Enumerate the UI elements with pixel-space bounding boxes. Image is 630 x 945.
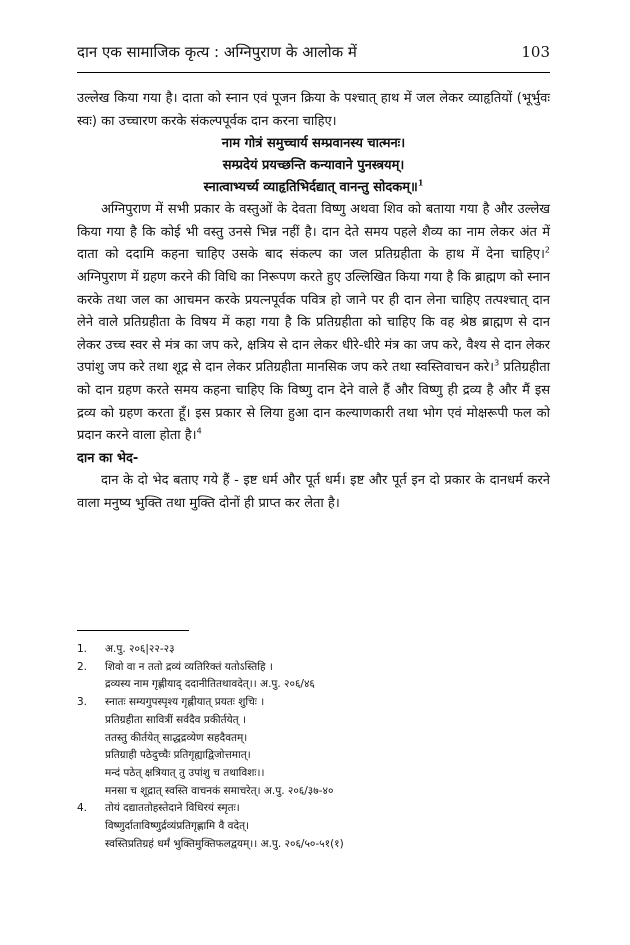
paragraph-1: उल्लेख किया गया है। दाता को स्नान एवं पूजन क्रिया के पश्चात् हाथ में जल लेकर व्याहृतियों (भूर्भुवः स्वः) का उच्चारण करके संकल्पपूर्वक दान करना चाहिए।: [77, 91, 550, 129]
paragraph-2-part-a: अग्निपुराण में सभी प्रकार के वस्तुओं के देवता विष्णु अथवा शिव को बताया गया है और उल्लेख किया गया है कि कोई भी वस्तु उनसे भिन्न नहीं है। दान देते समय पहले शैव्य का नाम लेकर अंत में दाता को ददामि कहना चाहिए उसके बाद संकल्प का जल प्रतिग्रहीता के हाथ में देना चाहिए।: [77, 202, 550, 263]
page-number: 103: [521, 43, 550, 61]
footnote-text: [105, 800, 550, 853]
footnote-text: [105, 641, 550, 659]
footnote-text: [105, 694, 550, 800]
footnote-4: [77, 800, 550, 853]
footnote-3: [77, 694, 550, 800]
verse-line-3-text: स्नात्वाभ्यर्च्य व्याहृतिभिर्दद्यात् वानन्तु सोदकम्॥: [203, 180, 418, 196]
footnote-text: [105, 659, 550, 694]
verse-line-2: सम्प्रदेयं प्रयच्छन्ति कन्यावाने पुनस्त्रयम्।: [222, 158, 405, 174]
footnotes: [77, 641, 550, 853]
main-text: [77, 88, 550, 516]
sanskrit-verse: [77, 133, 550, 199]
footnote-ref-3: 3: [494, 359, 500, 369]
footnote-line: द्रव्यस्य नाम गृह्णीयाद् ददानीतितथावदेत्।। अ.पु. २०६/४६: [105, 678, 315, 691]
footnote-number: 1.: [77, 643, 88, 655]
header-divider: [77, 72, 550, 73]
footnote-number: 3.: [77, 696, 88, 709]
footnote-number: 2.: [77, 660, 88, 673]
footnote-1: [77, 641, 550, 659]
paragraph-2: [77, 199, 550, 448]
footnote-line: मन्दं पठेत् क्षत्रियात् तु उपांशु च तथाविशः।।: [105, 766, 265, 779]
verse-line-3: [77, 177, 550, 199]
footnote-line: ततस्तु कीर्तयेत् साद्धद्रव्येण सहदैवतम्।: [105, 731, 248, 744]
footnote-ref-2: 2: [544, 246, 550, 256]
footnote-line: शिवो वा न ततो द्रव्यं व्यतिरिक्तं यतोऽस्तिहि ।: [105, 660, 273, 673]
footnote-ref-1: 1: [417, 177, 424, 188]
footnote-line: स्वस्तिप्रतिग्रहं धर्मं भुक्तिमुक्तिफलद्वयम्।। अ.पु. २०६/५०-५१(१): [105, 837, 344, 850]
footnote-2: [77, 659, 550, 694]
paragraph-2-part-c: प्रतिग्रहीता को दान ग्रहण करते समय कहना चाहिए कि विष्णु दान देने वाले हैं और विष्णु ही द्रव्य है और मैं इस द्रव्य को ग्रहण करता हूँ। इस प्रकार से लिया हुआ दान कल्याणकारी तथा भोग एवं मोक्षरूपी फल को प्रदान करने वाला होता है।: [77, 360, 550, 444]
chapter-title: दान एक सामाजिक कृत्य : अग्निपुराण के आलोक में: [77, 43, 357, 61]
footnote-line: विष्णुर्दाताविष्णुर्द्रव्यंप्रतिगृह्णामि वै वदेत्।: [105, 820, 250, 833]
footnote-number: 4.: [77, 802, 88, 815]
footnote-divider: [77, 630, 189, 631]
footnote-line: तोयं दद्याततोहस्तेदाने विधिरयं स्मृतः।: [105, 802, 240, 815]
footnote-line: अ.पु. २०६|२२-२३: [105, 643, 175, 655]
footnote-line: प्रतिग्रहीता सावित्रीं सर्वदैव प्रकीर्तयेत् ।: [105, 713, 246, 726]
paragraph-3: दान के दो भेद बताए गये हैं - इष्ट धर्म और पूर्त धर्म। इष्ट और पूर्त इन दो प्रकार के दानधर्म करने वाला मनुष्य भुक्ति तथा मुक्ति दोनों ही प्राप्त कर लेता है।: [77, 473, 550, 511]
footnote-line: स्नातः सम्यगुपस्पृश्य गृह्णीयात् प्रयतः शुचिः ।: [105, 696, 265, 709]
verse-line-1: नाम गोत्रं समुच्चार्य सम्प्रवानस्य चात्मनः।: [221, 136, 406, 152]
footnote-line: प्रतिग्राही पठेदुच्चैः प्रतिगृह्याद्विजोत्तमात्।: [105, 749, 251, 762]
footnote-ref-4: 4: [196, 426, 202, 436]
running-header: [77, 40, 550, 64]
section-heading: दान का भेद-: [77, 450, 139, 466]
paragraph-2-part-b: अग्निपुराण में ग्रहण करने की विधि का निरूपण करते हुए उल्लिखित किया गया है कि ब्राह्मण को स्नान करके तथा जल का आचमन करके प्रयत्नपूर्वक पवित्र हो जाने पर ही दान लेना चाहिए तत्पश्चात् दान लेने वाले प्रतिग्रहीता के विषय में कहा गया है कि प्रतिग्रहीता को चाहिए कि वह श्रेष्ठ ब्राह्मण से दान लेकर उच्च स्वर से मंत्र का जप करे, क्षत्रिय से दान लेकर धीरे-धीरे मंत्र का जप करे, वैश्य से दान लेकर उपांशु जप करे तथा शूद्र से दान लेकर प्रतिग्रहीता मानसिक जप करे तथा स्वस्तिवाचन करे।: [77, 269, 550, 376]
footnote-line: मनसा च शूद्रात् स्वस्ति वाचनकं समाचरेत्। अ.पु. २०६/३७-४०: [105, 784, 334, 797]
